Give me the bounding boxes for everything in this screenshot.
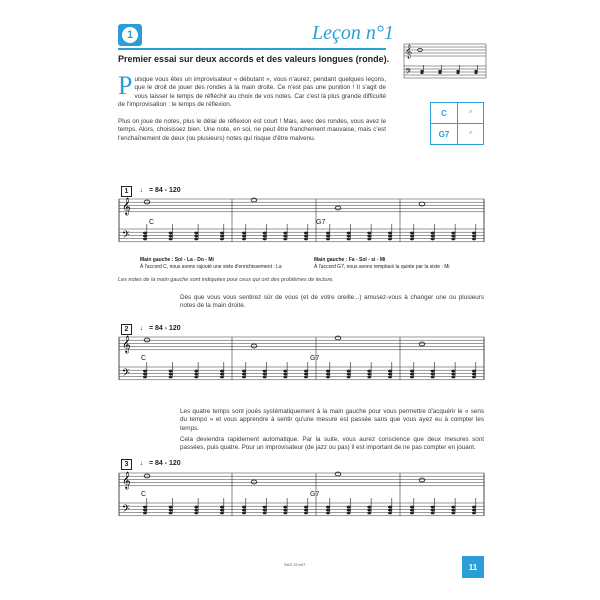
quarter-note-head: [410, 373, 414, 376]
treble-clef-icon: 𝄞: [122, 471, 131, 489]
quarter-note-head: [367, 238, 371, 241]
quarter-note-head: [451, 509, 455, 512]
quarter-note-head: [347, 238, 351, 241]
quarter-note-head: [143, 512, 147, 515]
left-hand-line: À l'accord G7, nous avons remplacé la quinte par la sixte : Mi: [314, 263, 450, 270]
quarter-note-head: [169, 370, 173, 373]
chord-symbol: G7: [310, 491, 320, 498]
bass-clef-icon: 𝄢: [122, 503, 130, 517]
quarter-note-head: [263, 238, 267, 241]
quarter-note-head: [451, 370, 455, 373]
quarter-note-head: [347, 376, 351, 379]
quarter-note-head: [220, 238, 224, 241]
quarter-note-head: [283, 506, 287, 509]
whole-note: [419, 342, 425, 346]
whole-note: [335, 206, 341, 210]
catalog-code: SAS 19 e07: [284, 562, 306, 567]
exercise-number: 1: [121, 186, 132, 197]
quarter-note-head: [472, 232, 476, 235]
quarter-note-head: [367, 512, 371, 515]
whole-note: [335, 336, 341, 340]
whole-note: [335, 472, 341, 476]
quarter-note-head: [242, 376, 246, 379]
quarter-note-head: [194, 512, 198, 515]
quarter-note-head: [220, 232, 224, 235]
quarter-note-head: [451, 232, 455, 235]
chord-symbol: C: [141, 355, 147, 362]
quarter-note-head: [347, 506, 351, 509]
quarter-note-head: [194, 370, 198, 373]
treble-clef-icon: 𝄞: [122, 335, 131, 353]
quarter-note-icon: ♩: [140, 187, 147, 194]
quarter-note-head: [410, 238, 414, 241]
quarter-note-head: [263, 373, 267, 376]
quarter-note-icon: ♩: [140, 460, 147, 467]
left-hand-line: À l'accord C, nous avons rajouté une sixte d'enrichissement : La: [140, 263, 282, 270]
quarter-note-head: [326, 512, 330, 515]
quarter-note-head: [220, 376, 224, 379]
quarter-note-head: [431, 232, 435, 235]
quarter-note-head: [304, 506, 308, 509]
svg-text:𝄢: 𝄢: [405, 68, 412, 79]
quarter-note-head: [283, 232, 287, 235]
quarter-note-head: [367, 370, 371, 373]
quarter-note-head: [388, 232, 392, 235]
quarter-note-head: [388, 235, 392, 238]
chord-symbol: G7: [310, 355, 320, 362]
bass-clef-icon: 𝄢: [122, 367, 130, 381]
quarter-note-head: [242, 238, 246, 241]
quarter-note-head: [431, 512, 435, 515]
lesson-number: 1: [122, 27, 138, 43]
quarter-note-head: [472, 506, 476, 509]
quarter-note-head: [388, 512, 392, 515]
quarter-note-head: [431, 235, 435, 238]
quarter-note-head: [326, 238, 330, 241]
treble-clef-icon: 𝄞: [122, 197, 131, 215]
quarter-note-head: [263, 232, 267, 235]
quarter-note-head: [169, 235, 173, 238]
quarter-note-head: [283, 235, 287, 238]
quarter-note-head: [451, 235, 455, 238]
quarter-note-head: [367, 232, 371, 235]
quarter-note-head: [263, 235, 267, 238]
quarter-note-head: [242, 512, 246, 515]
quarter-note-head: [169, 512, 173, 515]
quarter-note-head: [410, 509, 414, 512]
quarter-note-head: [263, 376, 267, 379]
quarter-note-head: [326, 506, 330, 509]
quarter-note-head: [194, 235, 198, 238]
chord-symbol: C: [149, 219, 155, 226]
quarter-note-head: [169, 376, 173, 379]
chord-symbol: C: [141, 491, 147, 498]
quarter-note-head: [304, 373, 308, 376]
left-hand-line: Main gauche : Sol - La - Do - Mi: [140, 257, 214, 263]
lesson-subtitle: Premier essai sur deux accords et des valeurs longues (ronde).: [118, 54, 390, 64]
quarter-note-head: [263, 512, 267, 515]
quarter-note-head: [169, 506, 173, 509]
quarter-note-head: [242, 509, 246, 512]
quarter-note-head: [143, 232, 147, 235]
quarter-note-icon: ♩: [140, 325, 147, 332]
quarter-note-head: [431, 509, 435, 512]
quarter-note-head: [367, 376, 371, 379]
quarter-note-head: [451, 238, 455, 241]
tempo-value: = 84 - 120: [148, 325, 181, 332]
quarter-note-head: [431, 376, 435, 379]
quarter-note-head: [143, 376, 147, 379]
whole-note: [419, 478, 425, 482]
chord-grid-repeat: 𝄎: [458, 124, 484, 145]
left-hand-line: Main gauche : Fa - Sol - si - Mi: [314, 257, 386, 263]
quarter-note-head: [220, 373, 224, 376]
quarter-note-head: [326, 235, 330, 238]
whole-note: [251, 198, 257, 202]
quarter-note-head: [194, 373, 198, 376]
quarter-note-head: [220, 506, 224, 509]
quarter-note-head: [431, 506, 435, 509]
quarter-note-head: [326, 370, 330, 373]
mid-paragraph: Dès que vous vous sentirez sûr de vous (et de votre oreille...) amusez-vous à changer une ou plusieurs notes de la main droite.: [180, 294, 484, 310]
quarter-note-head: [410, 232, 414, 235]
quarter-note-head: [194, 238, 198, 241]
quarter-note-head: [326, 373, 330, 376]
quarter-note-head: [410, 376, 414, 379]
tempo-value: = 84 - 120: [148, 187, 181, 194]
quarter-note-head: [388, 373, 392, 376]
quarter-note-head: [143, 235, 147, 238]
quarter-note-head: [326, 232, 330, 235]
quarter-note-head: [143, 509, 147, 512]
quarter-note-head: [388, 506, 392, 509]
quarter-note-head: [242, 373, 246, 376]
quarter-note-head: [410, 370, 414, 373]
quarter-note-head: [220, 370, 224, 373]
quarter-note-head: [347, 373, 351, 376]
quarter-note-head: [242, 232, 246, 235]
chord-grid-name: C: [431, 103, 458, 124]
exercise-number: 2: [121, 324, 132, 335]
quarter-note-head: [451, 376, 455, 379]
quarter-note-head: [388, 376, 392, 379]
quarter-note-head: [242, 370, 246, 373]
quarter-note-head: [169, 232, 173, 235]
quarter-note-head: [242, 235, 246, 238]
quarter-note-head: [451, 506, 455, 509]
quarter-note-head: [263, 370, 267, 373]
quarter-note-head: [431, 238, 435, 241]
quarter-note-head: [263, 509, 267, 512]
quarter-note-head: [304, 376, 308, 379]
quarter-note-head: [472, 373, 476, 376]
quarter-note-head: [143, 506, 147, 509]
quarter-note-head: [304, 235, 308, 238]
quarter-note-head: [304, 232, 308, 235]
whole-note: [251, 344, 257, 348]
quarter-note-head: [283, 376, 287, 379]
quarter-note-head: [367, 509, 371, 512]
quarter-note-head: [367, 373, 371, 376]
quarter-note-head: [242, 506, 246, 509]
page-number: 11: [462, 556, 484, 578]
quarter-note-head: [472, 238, 476, 241]
quarter-note-head: [347, 512, 351, 515]
quarter-note-head: [194, 232, 198, 235]
quarter-note-head: [367, 235, 371, 238]
quarter-note-head: [388, 238, 392, 241]
quarter-note-head: [283, 373, 287, 376]
quarter-note-head: [283, 512, 287, 515]
quarter-note-head: [472, 512, 476, 515]
quarter-note-head: [410, 235, 414, 238]
quarter-note-head: [431, 373, 435, 376]
quarter-note-head: [283, 370, 287, 373]
quarter-note-head: [194, 509, 198, 512]
reading-note: Les notes de la main gauche sont indiquées pour ceux qui ont des problèmes de lecture.: [118, 277, 334, 283]
lower-paragraph-1: Les quatre temps sont joués systématiquement à la main gauche pour vous permettre d'acquérir le « sens du tempo » et vous apprendre à sentir qu'une mesure est passée sans que vous ayez eu à compter les temps.: [180, 408, 484, 432]
quarter-note-head: [304, 370, 308, 373]
quarter-note-head: [347, 232, 351, 235]
quarter-note-head: [304, 512, 308, 515]
quarter-note-head: [472, 235, 476, 238]
intro-text-1: uisque vous êtes un improvisateur « débutant », vous n'aurez, pendant quelques leçons, que le droit de jouer des rondes à la main droite. Ce n'est pas une punition ! Il s'agit de vous laisser le temps de réfléchir au choix de vos notes. Car c'est là plus grande difficulté de l'improvisation : le temps de réflexion.: [118, 76, 386, 109]
dropcap: P: [118, 71, 133, 100]
quarter-note-head: [169, 238, 173, 241]
tempo-value: = 84 - 120: [148, 460, 181, 467]
quarter-note-head: [347, 370, 351, 373]
quarter-note-head: [283, 238, 287, 241]
quarter-note-head: [431, 370, 435, 373]
quarter-note-head: [220, 509, 224, 512]
quarter-note-head: [347, 235, 351, 238]
quarter-note-head: [220, 235, 224, 238]
quarter-note-head: [472, 509, 476, 512]
quarter-note-head: [263, 506, 267, 509]
quarter-note-head: [304, 509, 308, 512]
quarter-note-head: [451, 373, 455, 376]
chord-symbol: G7: [316, 219, 326, 226]
intro-paragraph-2: Plus on joue de notes, plus le délai de réflexion est court ! Mais, avec des rondes, vous avez le temps. Alors, choisissez bien. Une note, en soi, ne peut être franchement mauvaise, mais c'est l'enchaînement de deux (ou plusieurs) notes qui risque d'être malvenu.: [118, 118, 386, 142]
quarter-note-head: [194, 506, 198, 509]
quarter-note-head: [220, 512, 224, 515]
quarter-note-head: [388, 370, 392, 373]
svg-text:𝄞: 𝄞: [405, 44, 413, 58]
bass-clef-icon: 𝄢: [122, 229, 130, 243]
quarter-note-head: [143, 370, 147, 373]
quarter-note-head: [410, 506, 414, 509]
quarter-note-head: [283, 509, 287, 512]
quarter-note-head: [451, 512, 455, 515]
lesson-title: Leçon n°1: [312, 22, 394, 44]
quarter-note-head: [347, 509, 351, 512]
quarter-note-head: [169, 509, 173, 512]
whole-note: [251, 480, 257, 484]
quarter-note-head: [326, 376, 330, 379]
chord-grid-name: G7: [431, 124, 458, 145]
quarter-note-head: [143, 238, 147, 241]
quarter-note-head: [472, 376, 476, 379]
quarter-note-head: [169, 373, 173, 376]
exercise-number: 3: [121, 459, 132, 470]
quarter-note-head: [326, 509, 330, 512]
quarter-note-head: [472, 370, 476, 373]
lower-paragraph-2: Cela deviendra rapidement automatique. Par la suite, vous aurez conscience que deux mesures sont passées, puis quatre. Pour un improvisateur (de jazz ou pas) il est important de ne pas compter en jouant.: [180, 436, 484, 452]
quarter-note-head: [143, 373, 147, 376]
quarter-note-head: [304, 238, 308, 241]
chord-grid-repeat: 𝄎: [458, 103, 484, 124]
quarter-note-head: [410, 512, 414, 515]
quarter-note-head: [367, 506, 371, 509]
quarter-note-head: [194, 376, 198, 379]
quarter-note-head: [388, 509, 392, 512]
